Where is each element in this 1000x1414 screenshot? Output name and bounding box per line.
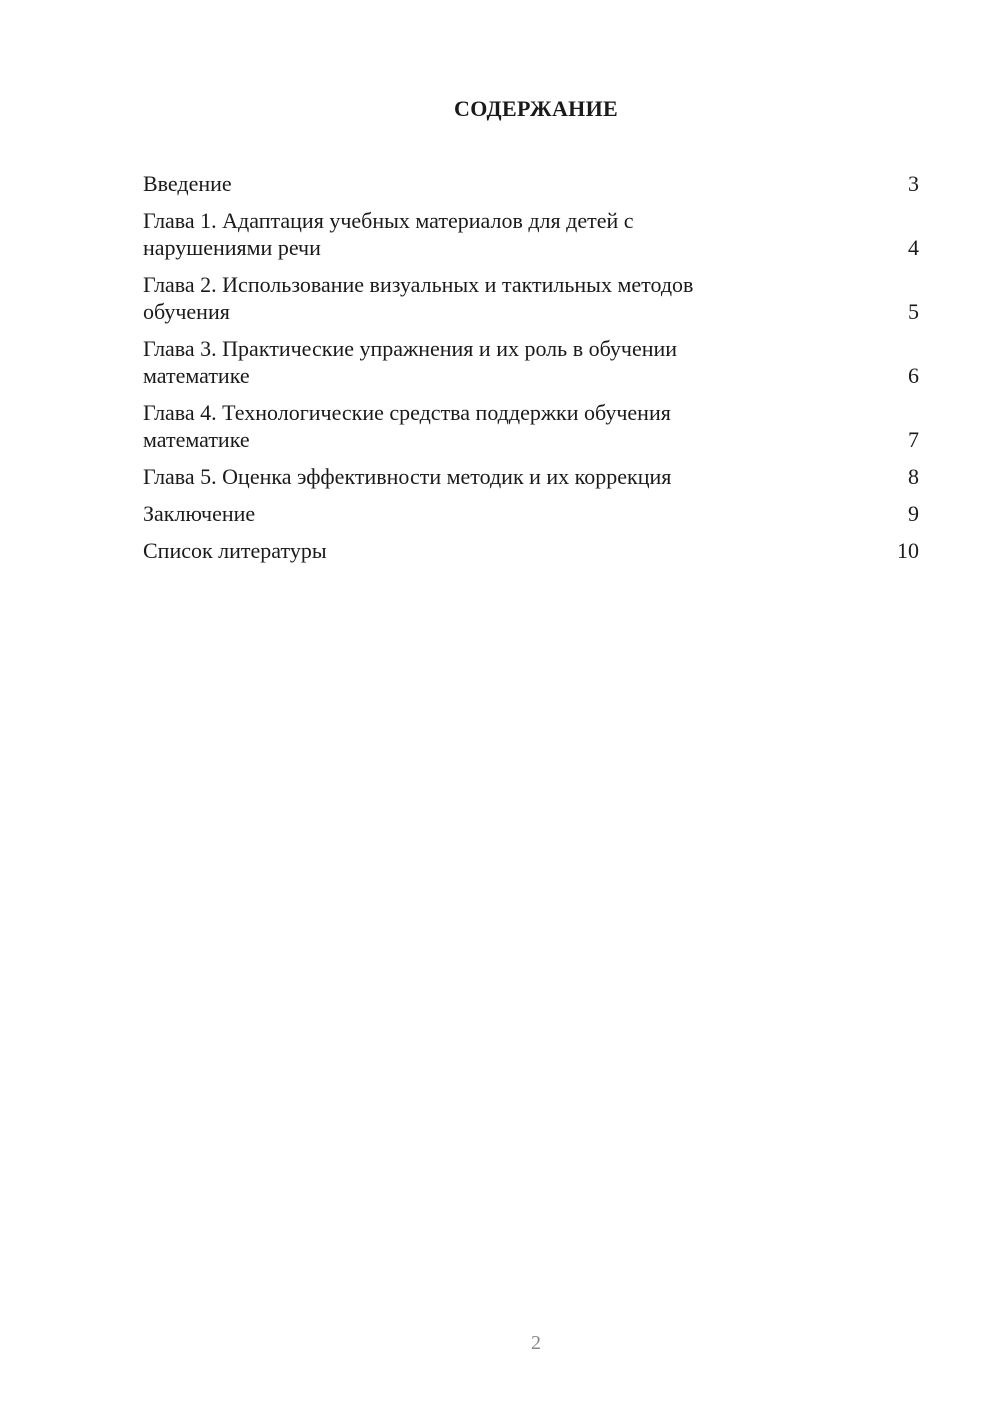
toc-entry-conclusion — [143, 500, 919, 527]
toc-entry-page: 7 — [908, 427, 919, 452]
toc-entry-page: 8 — [908, 464, 919, 489]
toc-entry-chapter-5 — [143, 463, 919, 490]
toc-entry-page: 6 — [908, 363, 919, 388]
toc-entry-introduction — [143, 170, 919, 197]
toc-entry-text: Глава 3. Практические упражнения и их роль в обучении математике — [143, 336, 678, 388]
toc-entry-chapter-1 — [143, 207, 919, 261]
toc-entry-text: Заключение — [143, 501, 256, 526]
toc-entry-text: Список литературы — [143, 538, 327, 563]
toc-entry-page: 3 — [908, 171, 919, 196]
toc-entry-references — [143, 537, 919, 564]
toc-entry-text: Глава 4. Технологические средства поддержки обучения математике — [143, 400, 671, 452]
toc-entry-page: 10 — [897, 538, 919, 563]
toc-entry-chapter-4 — [143, 399, 919, 453]
toc-entry-page: 5 — [908, 299, 919, 324]
toc-entry-chapter-3 — [143, 335, 919, 389]
page-number: 2 — [531, 1332, 541, 1354]
toc-entry-text: Глава 2. Использование визуальных и тактильных методов обучения — [143, 272, 694, 324]
toc-entry-text: Глава 1. Адаптация учебных материалов для детей с нарушениями речи — [143, 208, 634, 260]
toc-list — [143, 170, 919, 574]
toc-entry-text: Глава 5. Оценка эффективности методик и их коррекция — [143, 464, 672, 489]
toc-entry-page: 4 — [908, 235, 919, 260]
toc-heading: СОДЕРЖАНИЕ — [454, 96, 618, 121]
toc-entry-text: Введение — [143, 171, 232, 196]
toc-entry-page: 9 — [908, 501, 919, 526]
toc-entry-chapter-2 — [143, 271, 919, 325]
